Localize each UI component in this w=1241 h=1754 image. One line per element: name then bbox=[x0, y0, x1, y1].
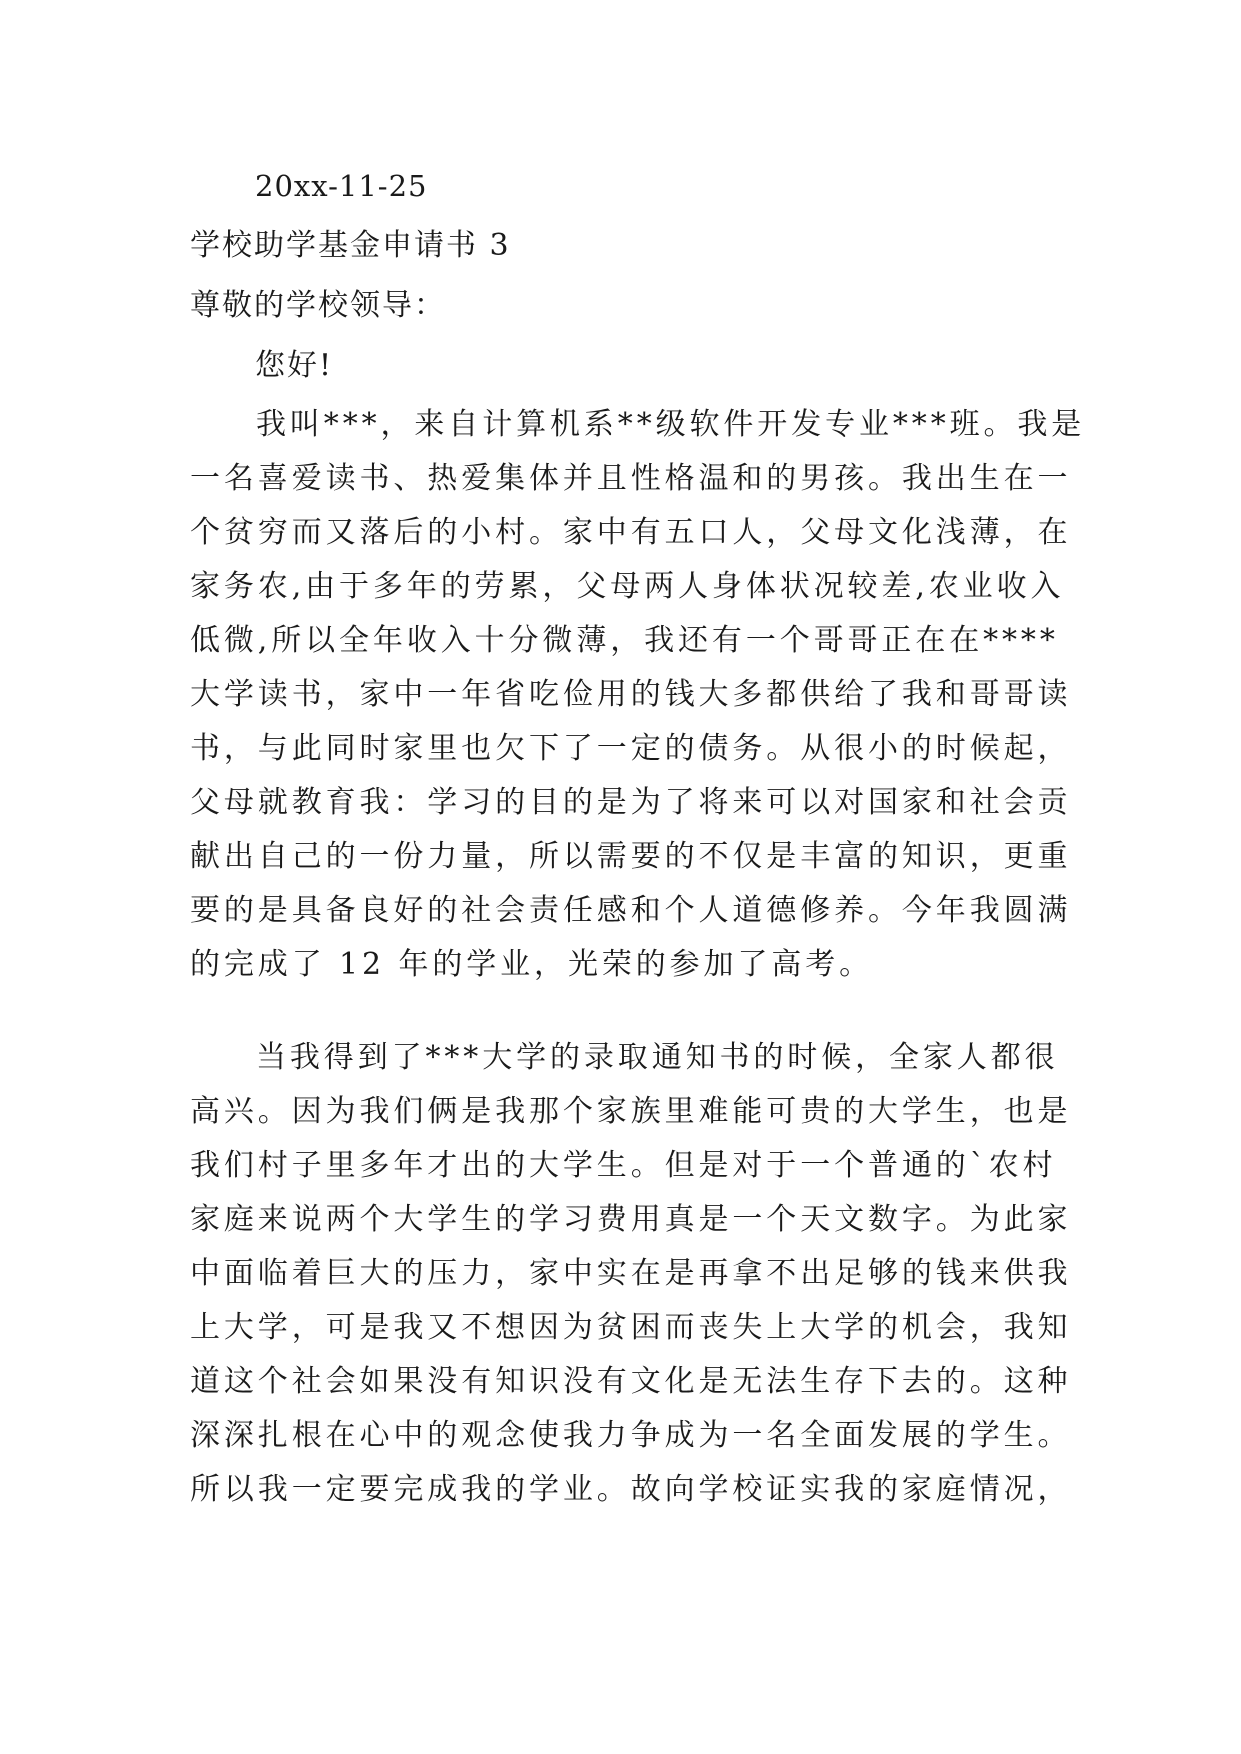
paragraph-line: 家庭来说两个大学生的学习费用真是一个天文数字。为此家 bbox=[190, 1202, 1072, 1237]
paragraph-line: 个贫穷而又落后的小村。家中有五口人，父母文化浅薄，在 bbox=[190, 515, 1072, 550]
paragraph-line: 我们村子里多年才出的大学生。但是对于一个普通的`农村 bbox=[190, 1148, 1057, 1183]
paragraph-line: 高兴。因为我们俩是我那个家族里难能可贵的大学生，也是 bbox=[190, 1094, 1072, 1129]
paragraph-line: 献出自己的一份力量，所以需要的不仅是丰富的知识，更重 bbox=[190, 839, 1072, 874]
paragraph-line: 当我得到了***大学的录取通知书的时候，全家人都很 bbox=[256, 1040, 1059, 1075]
document-title: 学校助学基金申请书 3 bbox=[190, 228, 511, 263]
paragraph-line: 要的是具备良好的社会责任感和个人道德修养。今年我圆满 bbox=[190, 893, 1072, 928]
paragraph-2 bbox=[190, 1031, 1070, 1517]
paragraph-line: 我叫***，来自计算机系**级软件开发专业***班。我是 bbox=[256, 407, 1086, 442]
paragraph-line: 低微,所以全年收入十分微薄，我还有一个哥哥正在在**** bbox=[190, 623, 1059, 658]
paragraph-line: 一名喜爱读书、热爱集体并且性格温和的男孩。我出生在一 bbox=[190, 461, 1072, 496]
paragraph-line: 中面临着巨大的压力，家中实在是再拿不出足够的钱来供我 bbox=[190, 1256, 1072, 1291]
salutation: 尊敬的学校领导： bbox=[190, 288, 446, 323]
greeting: 您好! bbox=[255, 348, 334, 383]
paragraph-line: 的完成了 12 年的学业，光荣的参加了高考。 bbox=[190, 947, 874, 982]
paragraph-1 bbox=[190, 398, 1086, 992]
paragraph-line: 所以我一定要完成我的学业。故向学校证实我的家庭情况， bbox=[190, 1472, 1072, 1507]
paragraph-line: 父母就教育我：学习的目的是为了将来可以对国家和社会贡 bbox=[190, 785, 1072, 820]
paragraph-line: 道这个社会如果没有知识没有文化是无法生存下去的。这种 bbox=[190, 1364, 1072, 1399]
document-date: 20xx-11-25 bbox=[255, 169, 428, 203]
paragraph-line: 书，与此同时家里也欠下了一定的债务。从很小的时候起， bbox=[190, 731, 1072, 766]
paragraph-line: 大学读书，家中一年省吃俭用的钱大多都供给了我和哥哥读 bbox=[190, 677, 1072, 712]
paragraph-line: 深深扎根在心中的观念使我力争成为一名全面发展的学生。 bbox=[190, 1418, 1072, 1453]
paragraph-line: 家务农,由于多年的劳累，父母两人身体状况较差,农业收入 bbox=[190, 569, 1065, 604]
paragraph-line: 上大学，可是我又不想因为贫困而丧失上大学的机会，我知 bbox=[190, 1310, 1072, 1345]
